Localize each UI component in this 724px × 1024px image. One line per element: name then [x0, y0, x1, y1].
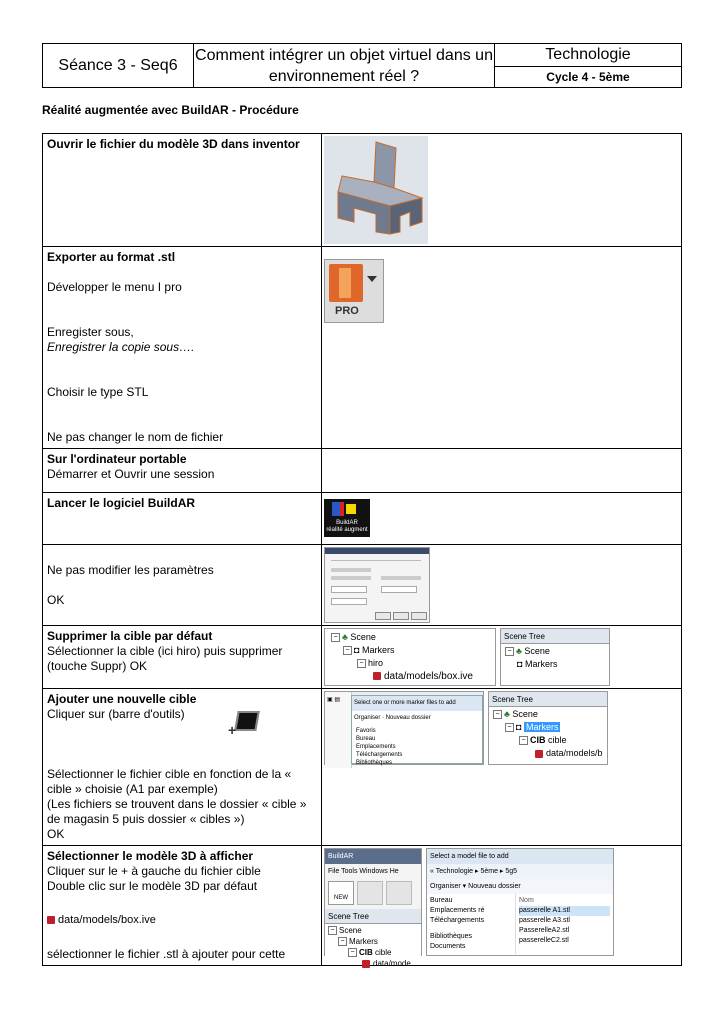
step-row-4: [43, 493, 682, 545]
default-model-text: data/models/box.ive: [58, 914, 156, 926]
tree7-cible[interactable]: cible: [548, 735, 567, 745]
step6-line1: Sélectionner la cible (ici hiro) puis supprimer (touche Suppr) OK: [47, 644, 283, 673]
procedure-table: [42, 133, 682, 966]
tree-model: data/models/box.ive: [384, 671, 473, 682]
scene-tree-title-2: Scene Tree: [489, 692, 607, 707]
step-row-7: [43, 689, 682, 846]
tree8-cible[interactable]: cible: [375, 948, 392, 957]
marker-organiser[interactable]: Organiser: [354, 715, 381, 721]
tree-scene: Scene: [350, 632, 376, 642]
step3-title: Sur l'ordinateur portable: [47, 452, 187, 466]
toolbar-button[interactable]: [357, 881, 383, 905]
tree-scene-2: Scene: [524, 646, 550, 656]
step2-line4: Choisir le type STL: [47, 385, 149, 399]
step1-title: Ouvrir le fichier du modèle 3D dans inventor: [47, 137, 300, 151]
step7-line1: Cliquer sur (barre d'outils): [47, 707, 185, 721]
file-organiser[interactable]: Organiser ▾: [430, 883, 467, 890]
buildar-icon-line2: réalité augment: [326, 527, 368, 533]
new-button[interactable]: NEW: [328, 881, 354, 905]
marker-dialog-image: ▣ ▤ Select one or more marker files to add Organiser · Nouveau dossier Favoris Bureau Emplacements Téléchargements Bibliothèques: [324, 691, 484, 765]
step5-line1: Ne pas modifier les paramètres: [47, 563, 214, 577]
model-cube-icon-4: [362, 960, 370, 968]
file-dialog-path[interactable]: « Technologie ▸ 5ème ▸ 5g5: [427, 864, 613, 879]
inventor-pro-icon: [324, 259, 384, 323]
marker-bibliotheques[interactable]: Bibliothèques: [356, 760, 393, 766]
step-row-2: [43, 247, 682, 449]
app-menu: File Tools Windows He: [328, 868, 399, 875]
buildar-launch-icon[interactable]: [324, 499, 370, 537]
nav-bureau[interactable]: Bureau: [430, 897, 453, 904]
header-table: [42, 43, 682, 88]
file-item[interactable]: passerelle A3.stl: [519, 917, 570, 924]
tree-markers: Markers: [361, 645, 395, 655]
step8-line3: sélectionner le fichier .stl à ajouter pour cette: [47, 947, 286, 961]
step7-title: Ajouter une nouvelle cible: [47, 692, 197, 706]
toolbar-button[interactable]: [386, 881, 412, 905]
model-file-dialog-image: [426, 848, 614, 956]
step2-title: Exporter au format .stl: [47, 250, 176, 264]
step-row-3: [43, 449, 682, 493]
file-item[interactable]: passerelle A1.stl: [519, 906, 610, 916]
tree7-model: data/models/b: [546, 748, 603, 758]
chair-model-image: [324, 136, 428, 244]
seance-cell: Séance 3 - Seq6: [43, 44, 194, 88]
question-cell: Comment intégrer un objet virtuel dans un environnement réel ?: [194, 44, 495, 88]
nav-bibliotheques[interactable]: Bibliothèques: [430, 933, 473, 940]
file-item[interactable]: PasserelleA2.stl: [519, 927, 570, 934]
step8-line2: Double clic sur le modèle 3D par défaut: [47, 879, 258, 893]
model-cube-icon: [373, 672, 381, 680]
step8-line1: Cliquer sur le + à gauche du fichier cible: [47, 864, 261, 878]
tree8-model[interactable]: data/mode: [373, 959, 411, 968]
page-subtitle: Réalité augmentée avec BuildAR - Procédure: [42, 103, 299, 117]
tree-hiro[interactable]: hiro: [368, 658, 384, 668]
nav-emplacements[interactable]: Emplacements ré: [430, 907, 485, 914]
step2-line1: Développer le menu I pro: [47, 280, 182, 294]
marker-bureau[interactable]: Bureau: [356, 736, 376, 742]
step-row-1: [43, 134, 682, 247]
file-item[interactable]: passerelleC2.stl: [519, 937, 569, 944]
col-nom[interactable]: Nom: [519, 897, 534, 904]
step2-line3: Enregistrer la copie sous….: [47, 340, 195, 354]
scene-tree-before: − ♣ Scene − ◘ Markers − hiro data/models/box.ive: [324, 628, 496, 686]
scene-tree-after: Scene Tree − ♣ Scene ◘ Markers: [500, 628, 610, 686]
step-row-8: [43, 846, 682, 966]
buildar-icon-line1: BuildAR: [336, 520, 358, 526]
tree7-scene: Scene: [512, 709, 538, 719]
tree8-scene: Scene: [339, 926, 362, 935]
parameters-dialog-image: [324, 547, 430, 623]
step-row-5: [43, 545, 682, 626]
buildar-app-image: BuildAR File Tools Windows He NEW Scene Tree − Scene − Markers − CIB cible data/mode: [324, 848, 422, 956]
step6-title: Supprimer la cible par défaut: [47, 629, 213, 643]
default-model-label[interactable]: [47, 913, 317, 928]
tree-markers-2: Markers: [524, 659, 558, 669]
step2-line5: Ne pas changer le nom de fichier: [47, 430, 224, 444]
tree7-markers[interactable]: Markers: [525, 722, 559, 732]
step-row-6: [43, 626, 682, 689]
step7-line3: (Les fichiers se trouvent dans le dossier « cible » de magasin 5 puis dossier « cibles »): [47, 797, 307, 826]
step3-line1: Démarrer et Ouvrir une session: [47, 467, 215, 481]
nav-telechargements[interactable]: Téléchargements: [430, 917, 485, 924]
scene-tree-title: Scene Tree: [501, 629, 609, 644]
step7-line2: Sélectionner le fichier cible en fonction de la « cible » choisie (A1 par exemple): [47, 767, 292, 796]
model-cube-icon-2: [535, 750, 543, 758]
marker-favoris[interactable]: Favoris: [356, 728, 376, 734]
file-nouveau[interactable]: Nouveau dossier: [468, 883, 521, 890]
file-dialog-title: Select a model file to add: [427, 849, 613, 864]
scene-tree-new-marker: Scene Tree − ♣ Scene − ◘ Markers − CIB cible data/models/b: [488, 691, 608, 765]
step5-line2: OK: [47, 593, 65, 607]
cycle-cell: Cycle 4 - 5ème: [495, 67, 682, 88]
app-scene-tree-title: Scene Tree: [325, 909, 421, 924]
step2-line2: Enregister sous,: [47, 325, 134, 339]
marker-nouveau[interactable]: Nouveau dossier: [385, 715, 431, 721]
step8-title: Sélectionner le modèle 3D à afficher: [47, 849, 254, 863]
model-cube-icon-3: [47, 916, 55, 924]
step7-line4: OK: [47, 827, 65, 841]
tree8-markers: Markers: [349, 937, 378, 946]
pro-label: PRO: [335, 305, 359, 317]
subject-cell: Technologie: [495, 44, 682, 67]
marker-emplacements[interactable]: Emplacements: [356, 744, 396, 750]
app-title: BuildAR: [325, 849, 421, 864]
step4-title: Lancer le logiciel BuildAR: [47, 496, 196, 510]
marker-telechargements[interactable]: Téléchargements: [356, 752, 403, 758]
add-marker-toolbar-icon[interactable]: +: [228, 709, 256, 735]
nav-documents[interactable]: Documents: [430, 943, 466, 950]
marker-dialog-title: Select one or more marker files to add: [352, 696, 482, 711]
